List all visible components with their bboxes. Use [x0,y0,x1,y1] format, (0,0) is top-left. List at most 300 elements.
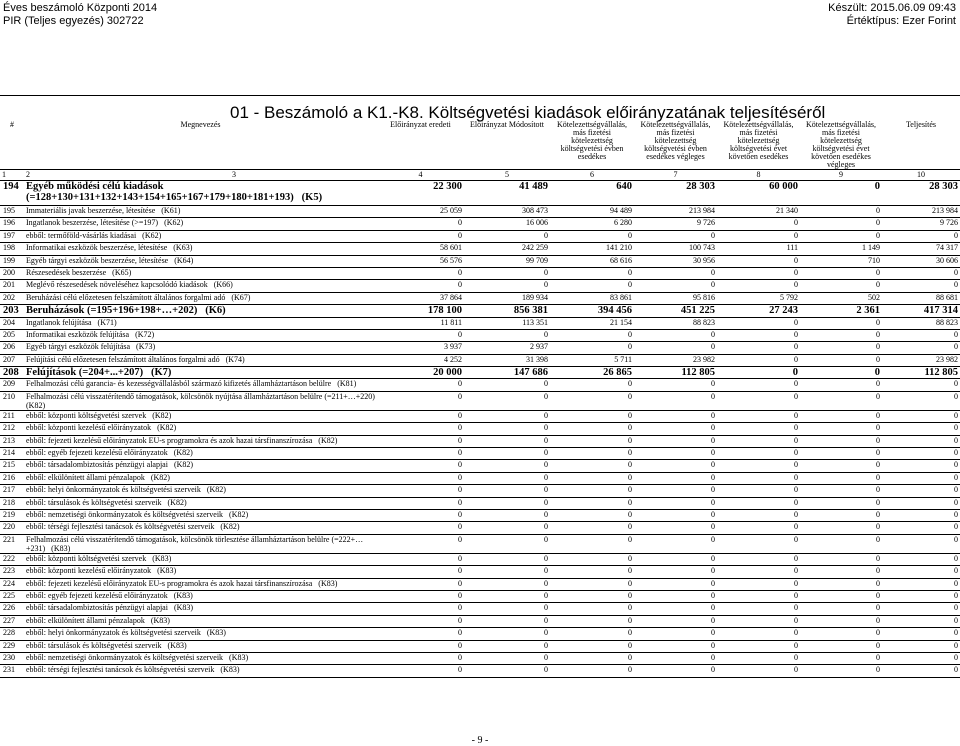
value-cell: 0 [550,640,634,652]
table-row [0,410,960,422]
value-cell: 0 [800,628,882,640]
top-rule [0,95,960,96]
value-cell: 0 [634,497,717,509]
row-label: Egyéb működési célú kiadások (=128+130+131+132+143+154+165+167+179+180+181+193) (K5) [24,181,377,206]
value-cell: 60 000 [717,181,800,206]
value-cell: 22 300 [377,181,464,206]
value-cell: 0 [634,534,717,553]
row-label: ebből: termőföld-vásárlás kiadásai (K62) [24,230,377,242]
value-cell: 0 [800,448,882,460]
value-cell: 856 381 [464,305,550,317]
value-cell: 0 [634,448,717,460]
col-number: 10 [882,170,960,181]
row-label: Informatikai eszközök felújítása (K72) [24,329,377,341]
value-cell: 0 [717,367,800,379]
value-cell: 0 [882,509,960,521]
value-cell: 111 [717,243,800,255]
value-cell: 0 [717,665,800,677]
table-row [0,181,960,206]
value-cell: 0 [550,267,634,279]
row-label: ebből: társulások és költségvetési szerveik (K82) [24,497,377,509]
value-cell: 0 [800,534,882,553]
value-cell: 4 252 [377,354,464,366]
value-cell: 0 [464,460,550,472]
value-cell: 178 100 [377,305,464,317]
value-cell: 0 [717,590,800,602]
value-cell: 0 [377,267,464,279]
value-cell: 0 [634,342,717,354]
value-cell: 502 [800,292,882,304]
value-cell: 0 [717,652,800,664]
value-cell: 0 [377,218,464,230]
value-cell: 308 473 [464,206,550,218]
value-cell: 0 [377,497,464,509]
value-cell: 0 [717,509,800,521]
value-cell: 0 [882,553,960,565]
table-row [0,522,960,534]
col-number: 5 [464,170,550,181]
value-cell: 0 [800,566,882,578]
value-cell: 0 [377,485,464,497]
value-cell: 0 [464,485,550,497]
value-cell: 0 [882,578,960,590]
value-cell: 0 [550,379,634,391]
header-row [0,121,960,170]
value-cell: 0 [882,566,960,578]
value-cell: 0 [464,448,550,460]
row-label: ebből: elkülönített állami pénzalapok (K83) [24,615,377,627]
value-cell: 0 [464,628,550,640]
value-cell: 0 [882,460,960,472]
col-header: Kötelezettségvállalás, más fizetési kötelezettség költségvetési évben esedékes végleges [634,121,717,170]
value-cell: 0 [464,578,550,590]
table-row [0,218,960,230]
value-cell: 0 [717,267,800,279]
table-row [0,243,960,255]
value-cell: 0 [717,391,800,410]
row-number: 198 [0,243,24,255]
col-header: # [0,121,24,170]
value-cell: 0 [377,615,464,627]
value-cell: 0 [464,423,550,435]
value-cell: 0 [550,435,634,447]
row-number: 224 [0,578,24,590]
value-cell: 0 [800,410,882,422]
row-label: Felhalmozási célú garancia- és kezességvállalásból származó kifizetés államháztartáson belülre (K81) [24,379,377,391]
row-label: Ingatlanok felújítása (K71) [24,317,377,329]
row-number: 205 [0,329,24,341]
row-number: 196 [0,218,24,230]
row-number: 202 [0,292,24,304]
row-number: 212 [0,423,24,435]
col-number: 7 [634,170,717,181]
table-row [0,590,960,602]
table-row [0,391,960,410]
value-cell: 0 [800,615,882,627]
expenditure-table [0,121,960,678]
value-cell: 5 711 [550,354,634,366]
value-cell: 83 861 [550,292,634,304]
row-label: Felhalmozási célú visszatérítendő támogatások, kölcsönök nyújtása államháztartáson belülre (=211+…+220) (K82) [26,391,381,410]
row-label: ebből: fejezeti kezelésű előirányzatok EU-s programokra és azok hazai társfinanszírozása (K83) [24,578,377,590]
value-cell: 112 805 [882,367,960,379]
row-label: Informatikai eszközök beszerzése, létesítése (K63) [24,243,377,255]
table-row [0,423,960,435]
row-number: 225 [0,590,24,602]
value-cell: 417 314 [882,305,960,317]
value-cell: 31 398 [464,354,550,366]
row-number: 195 [0,206,24,218]
value-cell: 0 [464,329,550,341]
value-cell: 0 [717,255,800,267]
value-cell: 242 259 [464,243,550,255]
value-cell: 0 [464,603,550,615]
value-cell: 0 [634,230,717,242]
value-cell: 0 [377,640,464,652]
value-cell: 0 [634,267,717,279]
value-cell: 0 [634,391,717,410]
value-cell: 0 [464,590,550,602]
value-cell: 0 [634,329,717,341]
row-label: ebből: fejezeti kezelésű előirányzatok EU-s programokra és azok hazai társfinanszírozása (K82) [24,435,377,447]
table-row [0,460,960,472]
value-cell: 0 [550,615,634,627]
value-cell: 58 601 [377,243,464,255]
value-cell: 0 [550,448,634,460]
row-number: 219 [0,509,24,521]
value-cell: 0 [634,578,717,590]
row-label: ebből: nemzetiségi önkormányzatok és költségvetési szerveik (K83) [24,652,377,664]
value-cell: 0 [550,342,634,354]
table-row [0,578,960,590]
table-row [0,497,960,509]
value-cell: 0 [800,423,882,435]
value-cell: 0 [464,522,550,534]
value-cell: 0 [377,329,464,341]
table-row [0,305,960,317]
value-cell: 0 [882,280,960,292]
value-cell: 0 [634,603,717,615]
value-cell: 0 [717,354,800,366]
table-row [0,230,960,242]
table-row [0,509,960,521]
row-number: 213 [0,435,24,447]
table-row [0,280,960,292]
col-header: Kötelezettségvállalás, más fizetési kötelezettség költségvetési évben esedékes [550,121,634,170]
value-cell: 0 [800,329,882,341]
row-number: 200 [0,267,24,279]
value-cell: 25 059 [377,206,464,218]
value-cell: 0 [550,590,634,602]
value-cell: 0 [634,553,717,565]
value-cell: 640 [550,181,634,206]
value-cell: 9 726 [882,218,960,230]
row-label: ebből: társadalombiztosítás pénzügyi alapjai (K83) [24,603,377,615]
table-row [0,267,960,279]
row-label: Egyéb tárgyi eszközök beszerzése, létesítése (K64) [24,255,377,267]
row-label: Felújítások (=204+...+207) (K7) [24,367,377,379]
value-cell: 0 [550,553,634,565]
value-cell: 0 [882,522,960,534]
value-cell: 213 984 [882,206,960,218]
value-cell: 0 [717,410,800,422]
value-cell: 30 606 [882,255,960,267]
row-label: ebből: egyéb fejezeti kezelésű előirányzatok (K82) [24,448,377,460]
value-cell: 0 [550,280,634,292]
table-row [0,640,960,652]
value-cell: 0 [882,603,960,615]
value-cell: 0 [634,522,717,534]
value-cell: 0 [717,578,800,590]
row-label: ebből: központi költségvetési szervek (K82) [24,410,377,422]
value-cell: 3 937 [377,342,464,354]
value-cell: 0 [800,342,882,354]
value-cell: 0 [800,379,882,391]
value-cell: 41 489 [464,181,550,206]
value-cell: 0 [377,472,464,484]
value-cell: 27 243 [717,305,800,317]
value-cell: 0 [800,218,882,230]
row-number: 223 [0,566,24,578]
col-header: Kötelezettségvállalás, más fizetési kötelezettség költségvetési évet követően esedékes [717,121,800,170]
value-cell: 0 [550,628,634,640]
value-cell: 0 [882,534,960,553]
value-cell: 0 [550,603,634,615]
value-cell: 0 [634,280,717,292]
row-number: 194 [0,181,24,206]
column-number-row [0,170,960,181]
value-cell: 0 [800,485,882,497]
value-cell: 0 [800,553,882,565]
value-cell: 88 823 [882,317,960,329]
value-cell: 0 [377,603,464,615]
value-cell: 0 [800,435,882,447]
page-number: - 9 - [471,735,489,746]
row-number: 211 [0,410,24,422]
row-label: ebből: helyi önkormányzatok és költségvetési szerveik (K83) [24,628,377,640]
value-cell: 0 [550,566,634,578]
value-cell: 0 [377,410,464,422]
col-number: 1 [0,170,24,181]
value-cell: 0 [634,472,717,484]
value-cell: 710 [800,255,882,267]
value-cell: 213 984 [634,206,717,218]
value-cell: 21 340 [717,206,800,218]
row-label: Beruházási célú előzetesen felszámított általános forgalmi adó (K67) [24,292,377,304]
value-cell: 0 [464,665,550,677]
value-cell: 0 [377,522,464,534]
row-number: 220 [0,522,24,534]
value-cell: 0 [634,423,717,435]
value-cell: 0 [464,391,550,410]
value-cell: 0 [882,379,960,391]
value-cell: 0 [377,534,464,553]
row-number: 207 [0,354,24,366]
row-number: 215 [0,460,24,472]
value-cell: 0 [717,566,800,578]
value-cell: 0 [377,509,464,521]
value-cell: 99 709 [464,255,550,267]
value-cell: 0 [717,342,800,354]
row-label: Felújítási célú előzetesen felszámított általános forgalmi adó (K74) [24,354,377,366]
table-row [0,206,960,218]
row-number: 221 [0,534,24,553]
value-cell: 0 [634,566,717,578]
value-cell: 0 [717,423,800,435]
value-cell: 0 [464,615,550,627]
table-row [0,534,960,553]
table-row [0,379,960,391]
value-cell: 0 [717,553,800,565]
value-cell: 0 [882,448,960,460]
value-cell: 0 [634,509,717,521]
value-cell: 0 [717,628,800,640]
value-cell: 0 [717,522,800,534]
table-row [0,292,960,304]
row-label: ebből: központi költségvetési szervek (K83) [24,553,377,565]
value-cell: 30 956 [634,255,717,267]
value-cell: 0 [800,367,882,379]
page-title: 01 - Beszámoló a K1.-K8. Költségvetési kiadások előirányzatának teljesítéséről [230,103,826,122]
value-cell: 0 [882,615,960,627]
col-number: 9 [800,170,882,181]
value-cell: 0 [550,652,634,664]
value-cell: 0 [550,522,634,534]
table-row [0,329,960,341]
value-cell: 23 982 [634,354,717,366]
value-cell: 0 [464,472,550,484]
row-number: 206 [0,342,24,354]
value-cell: 74 317 [882,243,960,255]
row-label: Felhalmozási célú visszatérítendő támogatások, kölcsönök törlesztése államháztartáson belülre (=222+…+231) (K83) [24,534,377,553]
row-number: 197 [0,230,24,242]
value-cell: 0 [464,497,550,509]
value-cell: 0 [800,509,882,521]
value-cell: 0 [377,448,464,460]
pir-id: PIR (Teljes egyezés) 302722 [3,15,144,27]
value-cell: 0 [882,435,960,447]
value-cell: 0 [550,534,634,553]
row-label: ebből: központi kezelésű előirányzatok (K82) [24,423,377,435]
value-cell: 0 [634,628,717,640]
value-cell: 394 456 [550,305,634,317]
col-header: Teljesítés [882,121,960,170]
value-cell: 0 [634,379,717,391]
row-number: 229 [0,640,24,652]
table-row [0,665,960,677]
table-row [0,566,960,578]
row-number: 209 [0,379,24,391]
table-row [0,628,960,640]
value-cell: 0 [464,509,550,521]
value-cell: 0 [717,485,800,497]
value-cell: 0 [634,652,717,664]
value-cell: 0 [377,423,464,435]
value-cell: 0 [800,472,882,484]
value-cell: 0 [882,590,960,602]
table-row [0,652,960,664]
row-number: 203 [0,305,24,317]
table-row [0,317,960,329]
value-cell: 0 [377,379,464,391]
value-cell: 0 [634,485,717,497]
value-cell: 0 [550,497,634,509]
row-number: 217 [0,485,24,497]
row-label: ebből: társadalombiztosítás pénzügyi alapjai (K82) [24,460,377,472]
value-cell: 0 [800,665,882,677]
value-cell: 0 [550,329,634,341]
table-row [0,472,960,484]
row-number: 218 [0,497,24,509]
value-cell: 0 [464,410,550,422]
value-cell: 0 [377,230,464,242]
value-cell: 0 [377,628,464,640]
value-cell: 0 [800,206,882,218]
table-row [0,603,960,615]
value-cell: 0 [464,553,550,565]
value-cell: 2 361 [800,305,882,317]
value-cell: 94 489 [550,206,634,218]
row-number: 208 [0,367,24,379]
value-cell: 0 [717,448,800,460]
row-label: Beruházások (=195+196+198+…+202) (K6) [24,305,377,317]
created-date: Készült: 2015.06.09 09:43 [828,2,956,14]
value-cell: 0 [800,652,882,664]
value-cell: 0 [550,410,634,422]
value-cell: 0 [717,230,800,242]
value-cell: 189 934 [464,292,550,304]
value-cell: 0 [882,497,960,509]
value-cell: 0 [550,485,634,497]
table-row [0,615,960,627]
value-cell: 88 681 [882,292,960,304]
value-cell: 37 864 [377,292,464,304]
value-cell: 0 [882,640,960,652]
value-cell: 113 351 [464,317,550,329]
value-cell: 0 [634,460,717,472]
value-cell: 0 [717,379,800,391]
col-number: 6 [550,170,634,181]
value-cell: 28 303 [634,181,717,206]
value-cell: 0 [717,317,800,329]
value-cell: 147 686 [464,367,550,379]
value-cell: 0 [800,354,882,366]
value-cell: 0 [800,391,882,410]
row-label: Egyéb tárgyi eszközök felújítása (K73) [24,342,377,354]
value-cell: 0 [550,230,634,242]
value-cell: 141 210 [550,243,634,255]
value-cell: 0 [550,423,634,435]
table-row [0,354,960,366]
row-number: 210 [0,391,24,410]
value-cell: 21 154 [550,317,634,329]
value-cell: 26 865 [550,367,634,379]
col-number: 2 [26,170,30,179]
row-label: ebből: térségi fejlesztési tanácsok és költségvetési szerveik (K82) [24,522,377,534]
value-cell: 0 [550,665,634,677]
value-cell: 0 [464,640,550,652]
col-number: 8 [717,170,800,181]
value-cell: 16 006 [464,218,550,230]
value-cell: 0 [550,460,634,472]
value-cell: 0 [634,665,717,677]
col-number [24,170,377,181]
row-label: Immateriális javak beszerzése, létesítése (K61) [24,206,377,218]
value-cell: 23 982 [882,354,960,366]
value-cell: 0 [464,267,550,279]
value-cell: 56 576 [377,255,464,267]
col-header: Előirányzat Módosított [464,121,550,170]
